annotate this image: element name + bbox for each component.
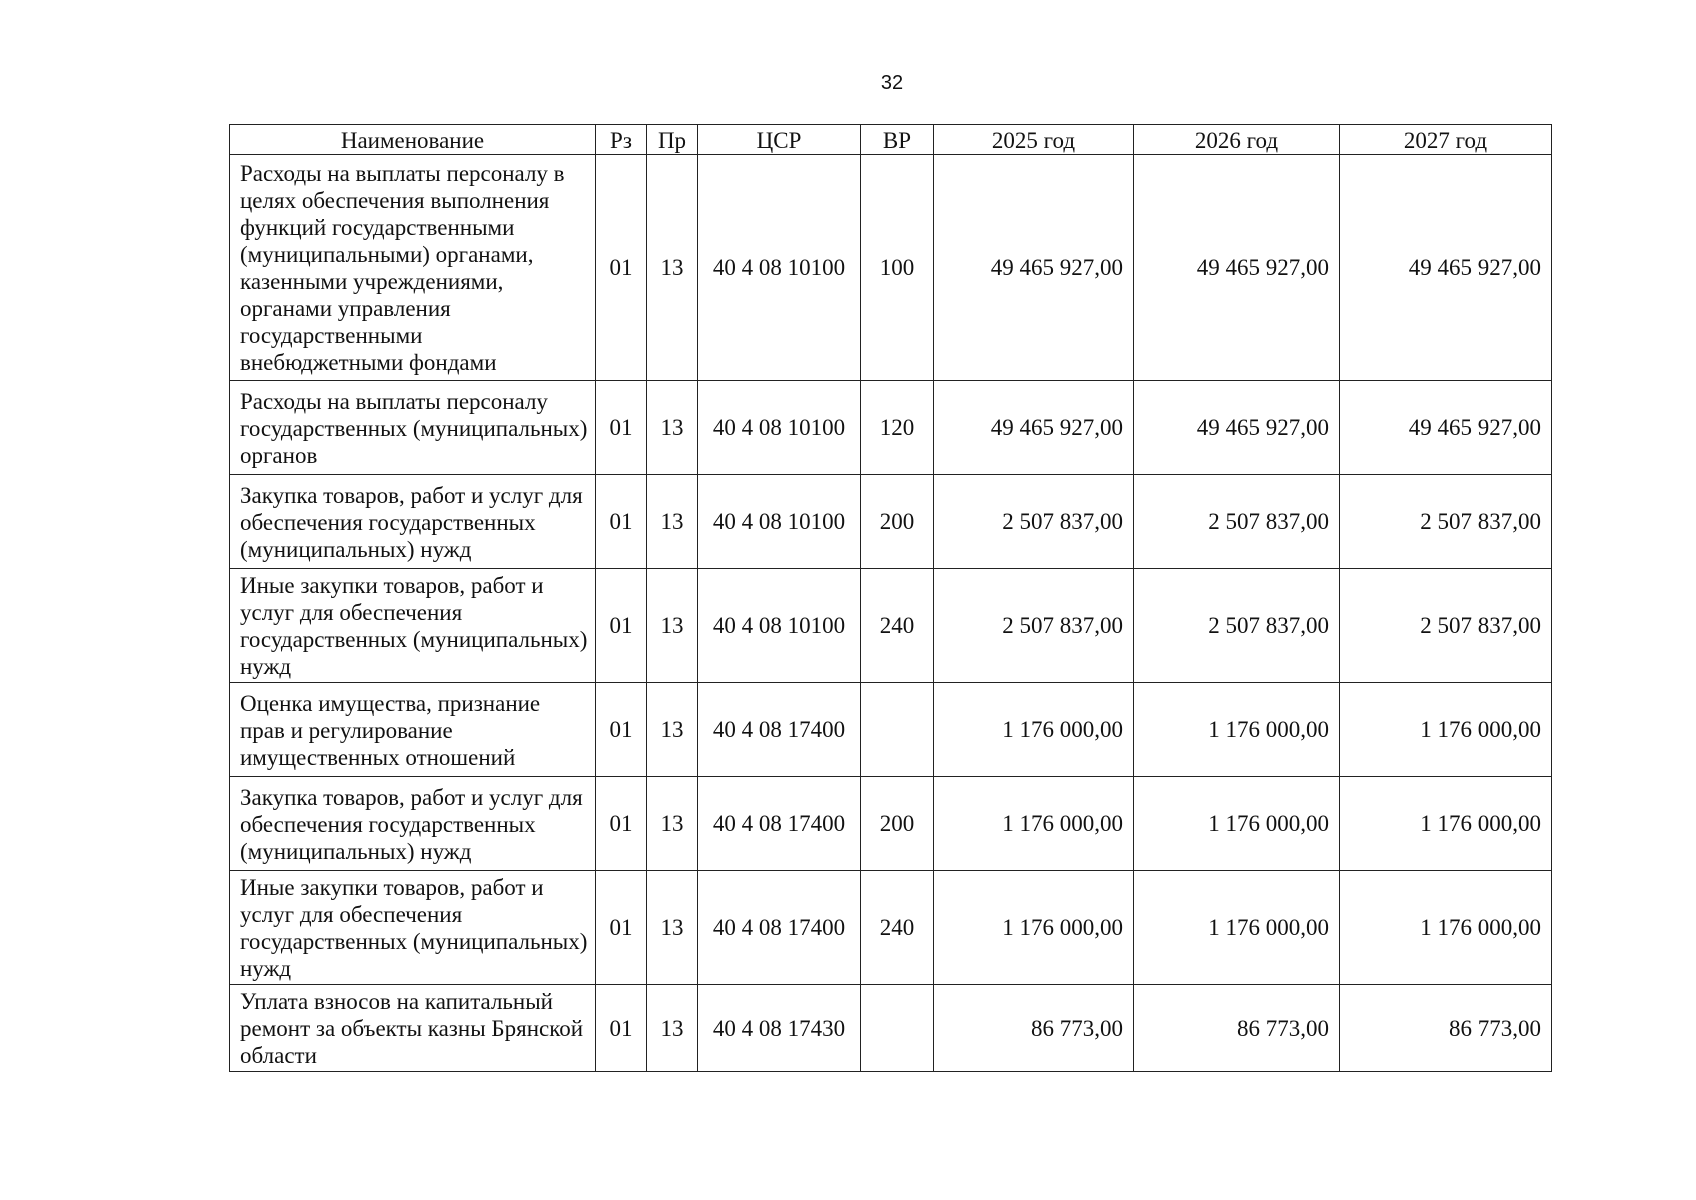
row-rz: 01 [596,155,647,381]
row-2025: 2 507 837,00 [934,475,1134,569]
header-vr: ВР [861,125,934,155]
table-row [230,155,1552,381]
table-row [230,475,1552,569]
table-row [230,683,1552,777]
row-2025: 1 176 000,00 [934,871,1134,985]
row-name: Закупка товаров, работ и услуг для обеспечения государственных (муниципальных) нужд [230,475,596,569]
row-csr: 40 4 08 10100 [698,381,861,475]
row-pr: 13 [647,777,698,871]
row-csr: 40 4 08 17400 [698,871,861,985]
row-2026: 86 773,00 [1134,985,1340,1072]
row-2026: 1 176 000,00 [1134,871,1340,985]
row-2025: 86 773,00 [934,985,1134,1072]
row-rz: 01 [596,683,647,777]
budget-table [229,124,1552,1072]
row-name: Расходы на выплаты персоналу в целях обеспечения выполнения функций государственными (муниципальными) органами, казенными учреждениями, органами управления государственными внебюджетными фондами [230,155,596,381]
row-vr [861,683,934,777]
row-2025: 1 176 000,00 [934,777,1134,871]
row-name: Расходы на выплаты персоналу государственных (муниципальных) органов [230,381,596,475]
row-rz: 01 [596,381,647,475]
row-vr: 200 [861,777,934,871]
row-csr: 40 4 08 17400 [698,777,861,871]
row-vr: 120 [861,381,934,475]
row-pr: 13 [647,985,698,1072]
page-number: 32 [880,72,904,94]
row-vr [861,985,934,1072]
row-vr: 240 [861,871,934,985]
row-pr: 13 [647,155,698,381]
row-2027: 2 507 837,00 [1340,569,1552,683]
header-pr: Пр [647,125,698,155]
row-vr: 100 [861,155,934,381]
row-vr: 240 [861,569,934,683]
row-2027: 2 507 837,00 [1340,475,1552,569]
row-name: Иные закупки товаров, работ и услуг для обеспечения государственных (муниципальных) нужд [230,569,596,683]
header-2026: 2026 год [1134,125,1340,155]
header-name: Наименование [230,125,596,155]
header-rz: Рз [596,125,647,155]
table-row [230,777,1552,871]
row-rz: 01 [596,475,647,569]
row-rz: 01 [596,985,647,1072]
row-name: Закупка товаров, работ и услуг для обеспечения государственных (муниципальных) нужд [230,777,596,871]
row-2025: 2 507 837,00 [934,569,1134,683]
header-2025: 2025 год [934,125,1134,155]
row-pr: 13 [647,475,698,569]
row-2026: 2 507 837,00 [1134,475,1340,569]
header-csr: ЦСР [698,125,861,155]
row-csr: 40 4 08 10100 [698,475,861,569]
row-csr: 40 4 08 17400 [698,683,861,777]
row-2026: 49 465 927,00 [1134,381,1340,475]
table-row [230,871,1552,985]
row-2025: 1 176 000,00 [934,683,1134,777]
row-2027: 1 176 000,00 [1340,683,1552,777]
row-name: Оценка имущества, признание прав и регулирование имущественных отношений [230,683,596,777]
header-2027: 2027 год [1340,125,1552,155]
row-2027: 49 465 927,00 [1340,381,1552,475]
row-pr: 13 [647,569,698,683]
row-2026: 49 465 927,00 [1134,155,1340,381]
row-csr: 40 4 08 10100 [698,155,861,381]
row-2027: 1 176 000,00 [1340,871,1552,985]
row-pr: 13 [647,381,698,475]
row-2025: 49 465 927,00 [934,381,1134,475]
row-rz: 01 [596,777,647,871]
row-csr: 40 4 08 17430 [698,985,861,1072]
table-row [230,569,1552,683]
row-name: Уплата взносов на капитальный ремонт за объекты казны Брянской области [230,985,596,1072]
row-2027: 1 176 000,00 [1340,777,1552,871]
row-2025: 49 465 927,00 [934,155,1134,381]
table-header-row [230,125,1552,155]
row-2026: 2 507 837,00 [1134,569,1340,683]
row-rz: 01 [596,569,647,683]
row-2026: 1 176 000,00 [1134,683,1340,777]
row-rz: 01 [596,871,647,985]
row-name: Иные закупки товаров, работ и услуг для обеспечения государственных (муниципальных) нужд [230,871,596,985]
row-pr: 13 [647,683,698,777]
row-pr: 13 [647,871,698,985]
row-2027: 86 773,00 [1340,985,1552,1072]
row-vr: 200 [861,475,934,569]
table-row [230,985,1552,1072]
table-row [230,381,1552,475]
row-2026: 1 176 000,00 [1134,777,1340,871]
row-2027: 49 465 927,00 [1340,155,1552,381]
row-csr: 40 4 08 10100 [698,569,861,683]
